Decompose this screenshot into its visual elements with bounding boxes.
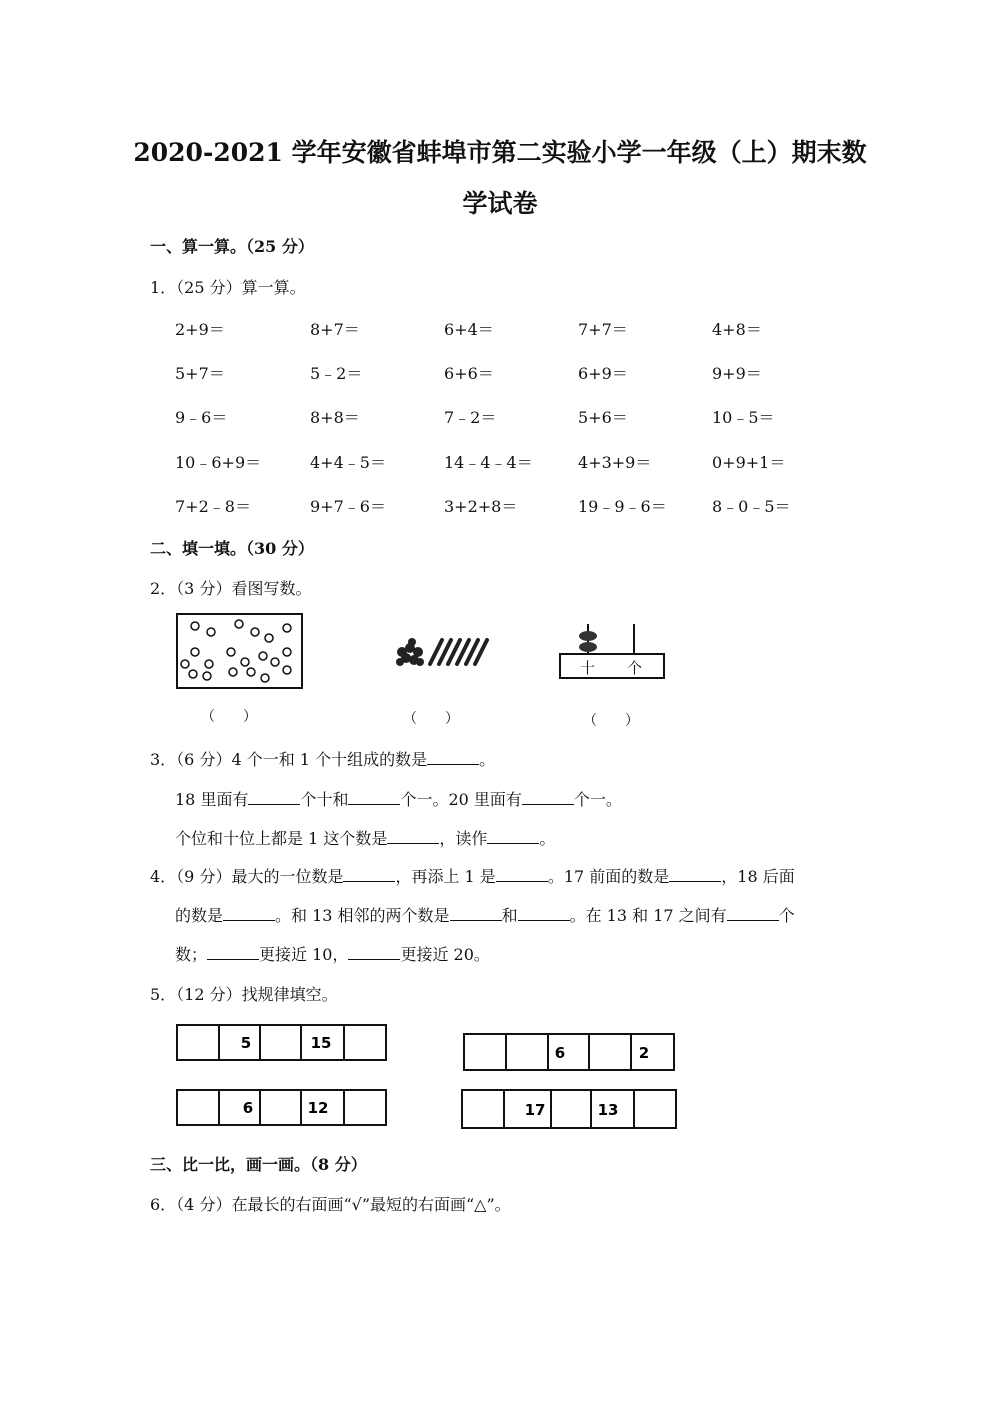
blank[interactable] bbox=[207, 945, 259, 960]
text: 数； bbox=[175, 945, 208, 964]
question-3-line1 bbox=[150, 747, 495, 770]
question-2: 2．（3 分）看图写数。 bbox=[150, 579, 312, 598]
calc-item: 0+9+1＝ bbox=[712, 453, 786, 472]
calc-item: 4+8＝ bbox=[712, 320, 762, 339]
section-heading-3: 三、比一比，画一画。（8 分） bbox=[150, 1155, 367, 1174]
blank[interactable] bbox=[348, 790, 400, 805]
seq-cell: 2 bbox=[638, 1044, 650, 1062]
calc-item: 10﹣5＝ bbox=[712, 408, 775, 427]
text: 个位和十位上都是 1 这个数是 bbox=[175, 829, 388, 848]
calc-item: 4+4﹣5＝ bbox=[310, 453, 386, 472]
calc-item: 10﹣6+9＝ bbox=[175, 453, 262, 472]
text: ，再添上 1 是 bbox=[395, 867, 496, 886]
calc-item: 6+4＝ bbox=[444, 320, 494, 339]
calc-item: 7+7＝ bbox=[578, 320, 628, 339]
question-4-line3 bbox=[175, 942, 490, 965]
calc-item: 4+3+9＝ bbox=[578, 453, 652, 472]
sequence-box-1 bbox=[176, 1023, 388, 1063]
blank[interactable] bbox=[343, 867, 395, 882]
blank[interactable] bbox=[487, 829, 539, 844]
sticks-bundle-figure bbox=[390, 628, 500, 674]
seq-cell: 17 bbox=[524, 1101, 546, 1119]
text: 和 bbox=[501, 906, 518, 925]
question-4-line2 bbox=[175, 903, 795, 926]
blank[interactable] bbox=[427, 750, 479, 765]
section-heading-1: 一、算一算。（25 分） bbox=[150, 237, 314, 256]
question-5: 5．（12 分）找规律填空。 bbox=[150, 985, 338, 1004]
calc-item: 5+6＝ bbox=[578, 408, 628, 427]
seq-cell: 5 bbox=[240, 1034, 252, 1052]
calc-item: 9﹣6＝ bbox=[175, 408, 228, 427]
text: 的数是 bbox=[175, 906, 224, 925]
abacus-label-tens: 十 bbox=[580, 659, 596, 677]
text: ，18 后面 bbox=[721, 867, 795, 886]
blank[interactable] bbox=[223, 906, 275, 921]
text: 18 里面有 bbox=[175, 790, 249, 809]
text: 个一。20 里面有 bbox=[400, 790, 522, 809]
text: 4．（9 分）最大的一位数是 bbox=[150, 867, 344, 886]
blank[interactable] bbox=[496, 867, 548, 882]
seq-cell: 6 bbox=[554, 1044, 566, 1062]
dots-box-figure bbox=[175, 612, 305, 692]
calc-item: 3+2+8＝ bbox=[444, 497, 518, 516]
abacus-figure bbox=[558, 620, 668, 682]
text: 。17 前面的数是 bbox=[547, 867, 670, 886]
text: 个十和 bbox=[300, 790, 349, 809]
text: 。 bbox=[539, 829, 556, 848]
calc-item: 7+2﹣8＝ bbox=[175, 497, 251, 516]
blank[interactable] bbox=[727, 906, 779, 921]
sequence-box-4 bbox=[461, 1088, 679, 1132]
blank[interactable] bbox=[387, 829, 439, 844]
text: 个一。 bbox=[573, 790, 622, 809]
text: 个 bbox=[778, 906, 795, 925]
seq-cell: 6 bbox=[242, 1099, 254, 1117]
blank[interactable] bbox=[518, 906, 570, 921]
text: 。 bbox=[479, 750, 496, 769]
calc-item: 8﹣0﹣5＝ bbox=[712, 497, 791, 516]
seq-cell: 12 bbox=[307, 1099, 329, 1117]
calc-item: 6+6＝ bbox=[444, 364, 494, 383]
sequence-box-2 bbox=[463, 1032, 677, 1074]
blank[interactable] bbox=[348, 945, 400, 960]
page-title: 2020-2021 学年安徽省蚌埠市第二实验小学一年级（上）期末数 bbox=[133, 138, 867, 167]
blank[interactable] bbox=[248, 790, 300, 805]
calc-item: 9+9＝ bbox=[712, 364, 762, 383]
text: 3．（6 分）4 个一和 1 个十组成的数是 bbox=[150, 750, 428, 769]
blank[interactable] bbox=[450, 906, 502, 921]
question-3-line3 bbox=[175, 826, 555, 849]
calc-item: 2+9＝ bbox=[175, 320, 225, 339]
text: ，读作 bbox=[439, 829, 488, 848]
page-title-line2: 学试卷 bbox=[462, 189, 538, 218]
text: 更接近 10， bbox=[259, 945, 349, 964]
calc-item: 6+9＝ bbox=[578, 364, 628, 383]
question-1: 1．（25 分）算一算。 bbox=[150, 278, 306, 297]
answer-paren: （ ） bbox=[201, 709, 257, 725]
section-heading-2: 二、填一填。（30 分） bbox=[150, 539, 314, 558]
blank[interactable] bbox=[522, 790, 574, 805]
calc-item: 7﹣2＝ bbox=[444, 408, 497, 427]
calc-item: 19﹣9﹣6＝ bbox=[578, 497, 667, 516]
question-6: 6．（4 分）在最长的右面画“√”最短的右面画“△”。 bbox=[150, 1195, 511, 1214]
text: 。和 13 相邻的两个数是 bbox=[275, 906, 450, 925]
answer-paren: （ ） bbox=[403, 711, 459, 727]
question-3-line2 bbox=[175, 787, 622, 810]
calc-item: 9+7﹣6＝ bbox=[310, 497, 386, 516]
blank[interactable] bbox=[669, 867, 721, 882]
calc-item: 5﹣2＝ bbox=[310, 364, 363, 383]
abacus-label-ones: 个 bbox=[627, 659, 643, 677]
question-4-line1 bbox=[150, 864, 795, 887]
text: 。在 13 和 17 之间有 bbox=[569, 906, 727, 925]
seq-cell: 15 bbox=[310, 1034, 332, 1052]
calc-item: 14﹣4﹣4＝ bbox=[444, 453, 533, 472]
calc-item: 8+8＝ bbox=[310, 408, 360, 427]
text: 更接近 20。 bbox=[400, 945, 490, 964]
calc-item: 8+7＝ bbox=[310, 320, 360, 339]
sequence-box-3 bbox=[176, 1088, 388, 1128]
calc-item: 5+7＝ bbox=[175, 364, 225, 383]
answer-paren: （ ） bbox=[583, 713, 639, 729]
seq-cell: 13 bbox=[597, 1101, 619, 1119]
